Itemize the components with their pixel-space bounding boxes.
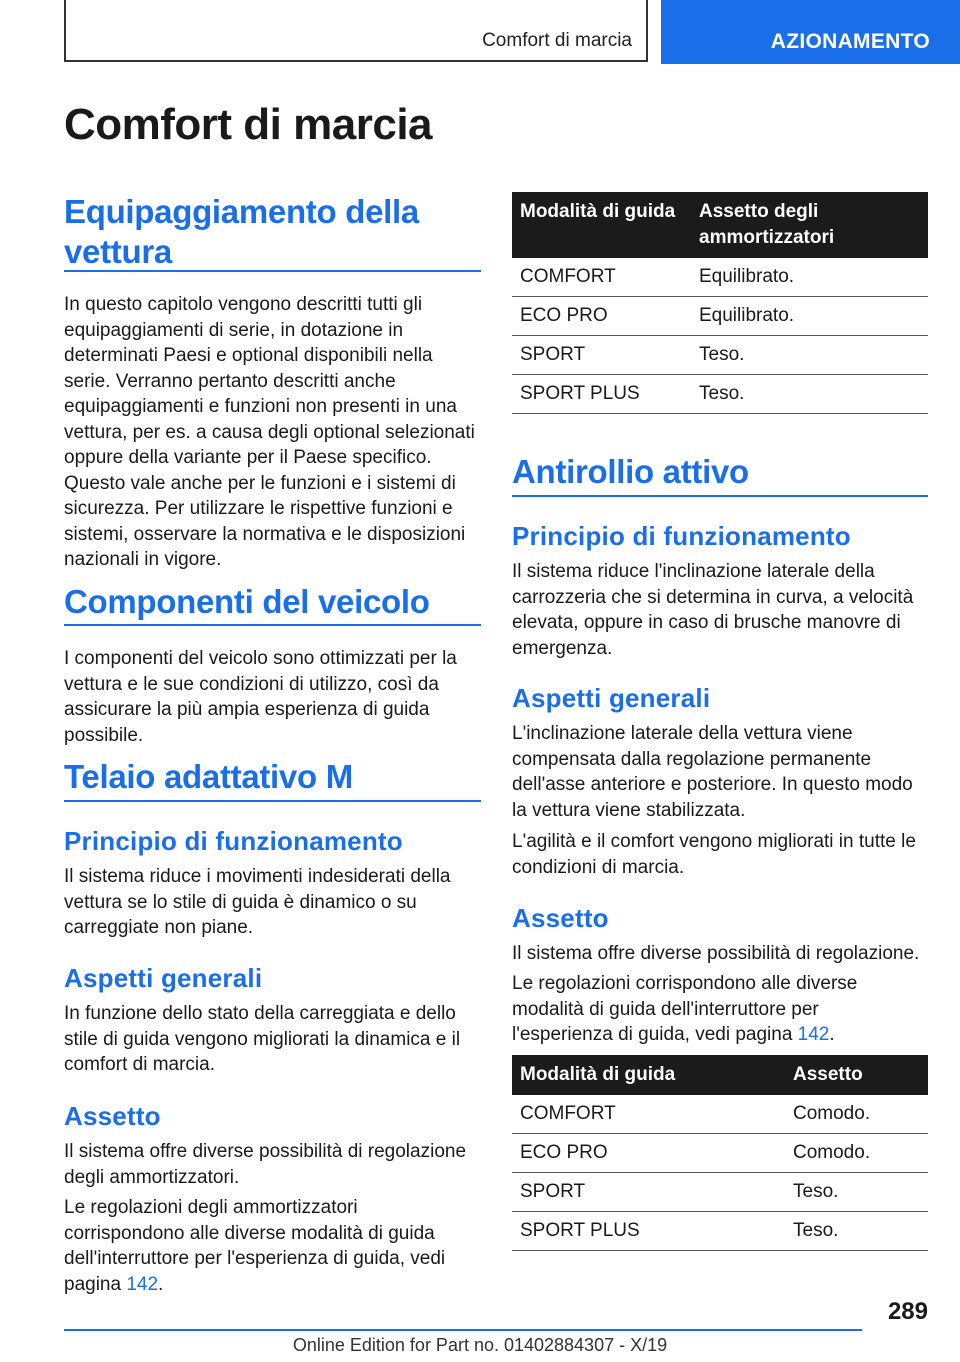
table-cell: Equilibrato. — [691, 297, 928, 336]
equip-heading: Equipaggiamento della vettura — [64, 193, 419, 270]
table-row — [512, 1173, 928, 1212]
table-row — [512, 258, 928, 297]
header-chapter-tab — [661, 0, 960, 64]
table-cell: Comodo. — [785, 1134, 928, 1173]
table-row — [512, 1212, 928, 1251]
telaio-principio-paragraph: Il sistema riduce i movimenti indesiderati della vettura se lo stile di guida è dinamico o su carreggiate non piane. — [64, 866, 451, 938]
table-header-cell: Modalità di guida — [512, 1055, 785, 1095]
table-cell: COMFORT — [512, 258, 691, 297]
equip-paragraph: In questo capitolo vengono descritti tutti gli equipaggiamenti di serie, in dotazione in determinati Paesi e optional disponibili nella serie. Verranno pertanto descritti anche equipaggiamenti e funzioni non presenti in una vettura, per es. a causa degli optional selezionati oppure della variante per il Paese specifico. Questo vale anche per le funzioni e i sistemi di sicurezza. Per utilizzare le rispettive funzioni e sistemi, osservare la normativa e le disposizioni nazionali in vigore. — [64, 294, 475, 570]
footer-edition-line — [0, 1335, 960, 1356]
table-cell: Teso. — [785, 1173, 928, 1212]
page-link[interactable]: 142 — [126, 1273, 159, 1295]
telaio-assetto-heading: Assetto — [64, 1101, 161, 1131]
heading-rule — [512, 495, 928, 497]
components-paragraph: I componenti del veicolo sono ottimizzati per la vettura e le sue condizioni di utilizzo, così da assicurare la più ampia esperienza di guida possibile. — [64, 648, 457, 746]
table-row — [512, 375, 928, 414]
antirollio-heading: Antirollio attivo — [512, 453, 749, 490]
telaio-assetto-paragraph-1: Il sistema offre diverse possibilità di regolazione degli ammortizzatori. — [64, 1141, 467, 1188]
table-cell: SPORT — [512, 1173, 785, 1212]
antirollio-assetto-heading: Assetto — [512, 903, 609, 933]
table-header-row — [512, 192, 928, 258]
table-cell: Comodo. — [785, 1095, 928, 1134]
page-link[interactable]: 142 — [797, 1024, 830, 1045]
table-cell: ECO PRO — [512, 297, 691, 336]
table-cell: Teso. — [785, 1212, 928, 1251]
header-section-title: Comfort di marcia — [482, 30, 632, 51]
antirollio-assetto-text: Le regolazioni corrispondono alle diverse modalità di guida dell'interruttore per l'esperienza di guida, vedi pagina — [512, 973, 858, 1045]
heading-rule — [64, 270, 481, 272]
table-cell: Teso. — [691, 375, 928, 414]
footer-edition: Online Edition for Part no. 01402884307 - X/19 — [292, 1335, 668, 1355]
telaio-heading: Telaio adattativo M — [64, 758, 353, 795]
table-cell: SPORT PLUS — [512, 1212, 785, 1251]
table-header-cell: Assetto degli ammortizzatori — [691, 192, 928, 258]
antirollio-aspetti-paragraph-1: L'inclinazione laterale della vettura viene compensata dalla regolazione permanente dell'asse anteriore e posteriore. In questo modo la vettura viene stabilizzata. — [512, 723, 913, 821]
heading-rule — [64, 800, 481, 802]
table-row — [512, 1134, 928, 1173]
antirollio-assetto-paragraph-2 — [512, 971, 922, 1048]
antirollio-principio-paragraph: Il sistema riduce l'inclinazione laterale della carrozzeria che si determina in curva, a velocità elevata, oppure in caso di brusche manovre di emergenza. — [512, 561, 914, 659]
table-header-row — [512, 1055, 928, 1095]
antirollio-assetto-paragraph-1: Il sistema offre diverse possibilità di regolazione. — [512, 943, 920, 964]
page-title: Comfort di marcia — [64, 100, 433, 149]
sentence-end: . — [829, 1024, 835, 1045]
table-cell: Equilibrato. — [691, 258, 928, 297]
telaio-assetto-text: Le regolazioni degli ammortizzatori corrispondono alle diverse modalità di guida dell'interruttore per l'esperienza di guida, vedi pagina — [64, 1197, 446, 1295]
antirollio-aspetti-heading: Aspetti generali — [512, 683, 711, 713]
header-chapter-title: AZIONAMENTO — [770, 30, 930, 53]
table-header-cell: Assetto — [785, 1055, 928, 1095]
telaio-assetto-paragraph-2 — [64, 1195, 481, 1297]
sentence-end: . — [158, 1273, 164, 1295]
table-cell: COMFORT — [512, 1095, 785, 1134]
table-cell: SPORT — [512, 336, 691, 375]
telaio-aspetti-heading: Aspetti generali — [64, 963, 263, 993]
table-cell: SPORT PLUS — [512, 375, 691, 414]
table-cell: Teso. — [691, 336, 928, 375]
assetto-table — [512, 1055, 928, 1251]
telaio-aspetti-paragraph: In funzione dello stato della carreggiata e dello stile di guida vengono migliorati la dinamica e il comfort di marcia. — [64, 1003, 461, 1075]
header-section-box — [64, 0, 648, 62]
page-number: 289 — [887, 1298, 928, 1325]
table-cell: ECO PRO — [512, 1134, 785, 1173]
antirollio-aspetti-paragraph-2: L'agilità e il comfort vengono migliorati in tutte le condizioni di marcia. — [512, 831, 916, 878]
table-row — [512, 297, 928, 336]
telaio-principio-heading: Principio di funzionamento — [64, 826, 403, 856]
damper-table — [512, 192, 928, 414]
antirollio-principio-heading: Principio di funzionamento — [512, 521, 851, 551]
table-row — [512, 1095, 928, 1134]
footer-rule — [64, 1329, 862, 1331]
table-row — [512, 336, 928, 375]
table-header-cell: Modalità di guida — [512, 192, 691, 258]
components-heading: Componenti del veicolo — [64, 583, 430, 620]
heading-rule — [64, 624, 481, 626]
